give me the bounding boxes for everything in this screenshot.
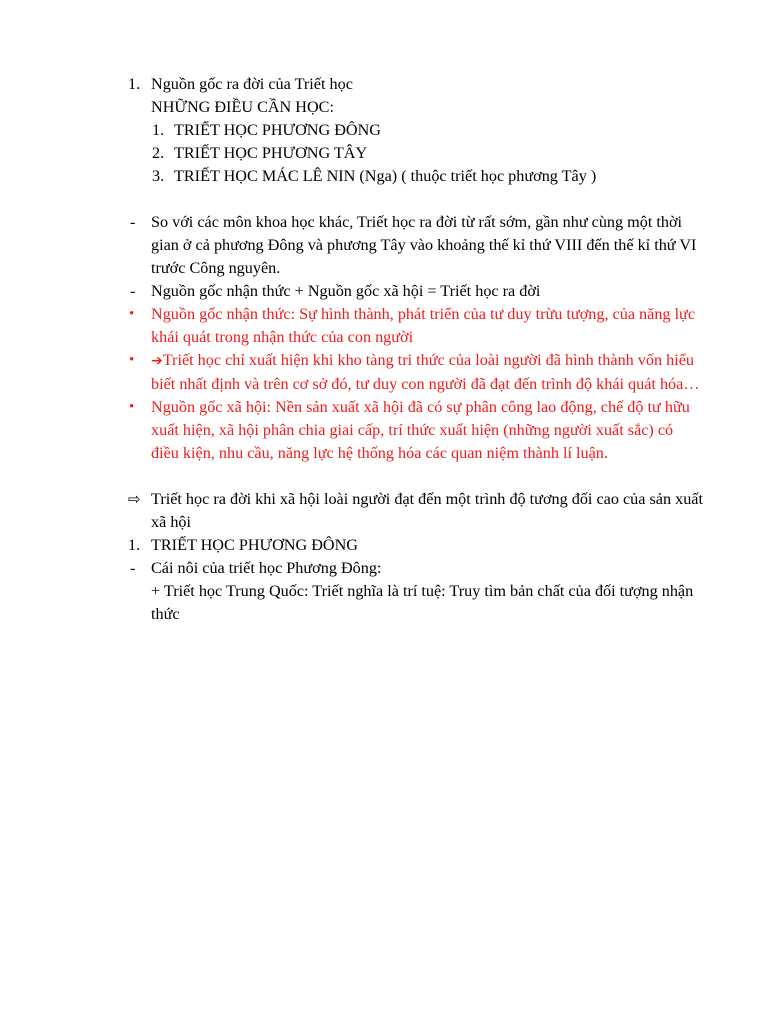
list-number: 3. xyxy=(152,167,165,185)
paragraph-early-origin: So với các môn khoa học khác, Triết học ra đời từ rất sớm, gần như cùng một thời gian ở cả phương Đông và phương Tây vào khoảng thế kỉ thứ VIII đến thế kỉ thứ VI trước Công nguyên. xyxy=(151,213,697,277)
topic-item xyxy=(0,165,705,188)
dash-item xyxy=(0,280,705,303)
topic-item xyxy=(0,142,705,165)
bullet-item xyxy=(0,349,705,396)
cradle-text: Cái nôi của triết học Phương Đông: xyxy=(151,559,382,577)
section-title: TRIẾT HỌC PHƯƠNG ĐÔNG xyxy=(151,536,358,554)
dash-marker: - xyxy=(130,559,136,577)
subheading: NHỮNG ĐIỀU CẦN HỌC: xyxy=(151,98,334,116)
topic-item xyxy=(0,119,705,142)
topic-text: TRIẾT HỌC PHƯƠNG ĐÔNG xyxy=(174,121,381,139)
cognitive-origin-text: Nguồn gốc nhận thức: Sự hình thành, phát triển của tư duy trừu tượng, của năng lực khái quát trong nhận thức của con người xyxy=(151,305,696,346)
bullet-icon: • xyxy=(129,399,135,415)
dash-item xyxy=(0,211,705,280)
china-philosophy-text: + Triết học Trung Quốc: Triết nghĩa là trí tuệ: Truy tìm bản chất của đối tượng nhận thức xyxy=(151,582,694,623)
dash-marker: - xyxy=(130,213,136,231)
section-title: Nguồn gốc ra đời của Triết học xyxy=(151,75,353,93)
conclusion-text: Triết học ra đời khi xã hội loài người đạt đến một trình độ tương đối cao của sản xuất xã hội xyxy=(151,490,703,531)
dash-item xyxy=(0,557,705,580)
arrow-item xyxy=(0,488,705,534)
blank-line xyxy=(0,188,768,211)
bullet-icon: • xyxy=(129,306,135,322)
list-number: 1. xyxy=(128,536,141,554)
bullet-item xyxy=(0,303,705,349)
topic-text: TRIẾT HỌC PHƯƠNG TÂY xyxy=(174,144,368,162)
section-heading xyxy=(0,73,705,96)
blank-line xyxy=(0,465,768,488)
section-heading xyxy=(0,534,705,557)
dash-marker: - xyxy=(130,282,136,300)
bullet-item xyxy=(0,396,705,465)
hollow-arrow-icon: ⇨ xyxy=(128,490,141,508)
conclusion-arrow-text: Triết học chỉ xuất hiện khi kho tàng tri thức của loài người đã hình thành vốn hiểu biết nhất định và trên cơ sở đó, tư duy con người đã đạt đến trình độ khái quát hóa… xyxy=(151,351,700,393)
document-page xyxy=(0,73,768,626)
list-number: 1. xyxy=(128,75,141,93)
list-number: 1. xyxy=(152,121,165,139)
right-arrow-icon: ➔ xyxy=(151,353,163,369)
topic-text: TRIẾT HỌC MÁC LÊ NIN (Nga) ( thuộc triết học phương Tây ) xyxy=(174,167,597,185)
list-number: 2. xyxy=(152,144,165,162)
social-origin-text: Nguồn gốc xã hội: Nền sản xuất xã hội đã có sự phân công lao động, chế độ tư hữu xuất hiện, xã hội phân chia giai cấp, trí thức xuất hiện (những người xuất sắc) có điều kiện, nhu cầu, năng lực hệ thống hóa các quan niệm thành lí luận. xyxy=(151,398,690,462)
bullet-icon: • xyxy=(129,352,135,368)
origin-formula: Nguồn gốc nhận thức + Nguồn gốc xã hội = Triết học ra đời xyxy=(151,282,541,300)
